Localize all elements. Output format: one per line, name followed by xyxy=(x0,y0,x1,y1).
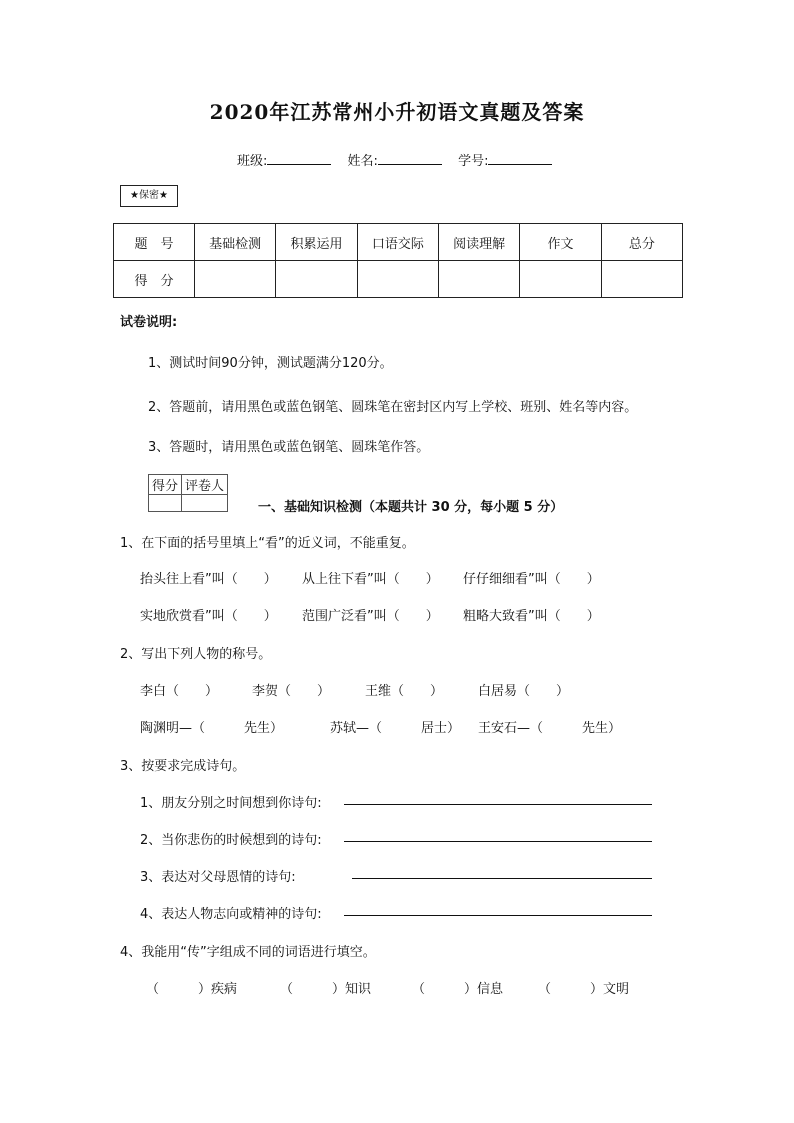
q1-item: 仔仔细细看”叫（ ） xyxy=(463,572,600,587)
instructions-heading: 试卷说明: xyxy=(120,315,178,330)
score-header-cell: 作文 xyxy=(520,224,601,261)
score-table-header-row xyxy=(114,224,683,261)
q4-item: （ ）疾病 xyxy=(146,982,238,997)
score-cell[interactable] xyxy=(357,261,438,298)
q3-item: 3、表达对父母恩情的诗句: xyxy=(140,870,296,885)
grader-score-label: 得分 xyxy=(149,475,182,495)
student-info xyxy=(237,150,564,169)
q1-item: 抬头往上看”叫（ ） xyxy=(140,572,277,587)
name-label: 姓名: xyxy=(347,154,378,169)
question-4: 4、我能用“传”字组成不同的词语进行填空。 xyxy=(120,945,376,960)
id-blank[interactable] xyxy=(488,152,552,165)
id-label: 学号: xyxy=(458,154,489,169)
q4-item: （ ）知识 xyxy=(280,982,372,997)
q3-answer-line[interactable] xyxy=(344,792,652,805)
score-header-cell: 总分 xyxy=(601,224,682,261)
q3-answer-line[interactable] xyxy=(344,903,652,916)
score-table xyxy=(113,223,683,298)
q4-item: （ ）信息 xyxy=(412,982,504,997)
score-row-label: 得 分 xyxy=(114,261,195,298)
score-header-cell: 积累运用 xyxy=(276,224,357,261)
score-cell[interactable] xyxy=(601,261,682,298)
q2-item: 陶渊明—（ 先生） xyxy=(140,721,284,736)
score-cell[interactable] xyxy=(276,261,357,298)
score-cell[interactable] xyxy=(520,261,601,298)
q3-item: 1、朋友分别之时间想到你诗句: xyxy=(140,796,322,811)
instruction-item: 2、答题前，请用黑色或蓝色钢笔、圆珠笔在密封区内写上学校、班别、姓名等内容。 xyxy=(148,400,638,415)
question-1: 1、在下面的括号里填上“看”的近义词，不能重复。 xyxy=(120,536,415,551)
q1-item: 粗略大致看”叫（ ） xyxy=(463,609,600,624)
score-table-score-row xyxy=(114,261,683,298)
class-label: 班级: xyxy=(237,154,268,169)
grader-score-cell[interactable] xyxy=(149,495,182,512)
grader-name-cell[interactable] xyxy=(182,495,228,512)
section-title: 一、基础知识检测（本题共计 30 分，每小题 5 分） xyxy=(258,500,564,515)
q2-item: 白居易（ ） xyxy=(478,684,570,699)
q3-answer-line[interactable] xyxy=(344,829,652,842)
q1-item: 实地欣赏看”叫（ ） xyxy=(140,609,277,624)
class-blank[interactable] xyxy=(267,152,331,165)
q2-item: 李白（ ） xyxy=(140,684,219,699)
grader-table xyxy=(148,474,228,512)
score-header-cell: 阅读理解 xyxy=(438,224,519,261)
q3-item: 4、表达人物志向或精神的诗句: xyxy=(140,907,322,922)
q2-item: 李贺（ ） xyxy=(252,684,331,699)
q2-item: 王维（ ） xyxy=(365,684,444,699)
q1-item: 范围广泛看”叫（ ） xyxy=(302,609,439,624)
name-blank[interactable] xyxy=(378,152,442,165)
q4-item: （ ）文明 xyxy=(538,982,630,997)
secret-badge: ★保密★ xyxy=(120,185,178,207)
score-cell[interactable] xyxy=(195,261,276,298)
page-title: 2020年江苏常州小升初语文真题及答案 xyxy=(209,100,585,124)
q2-item: 苏轼—（ 居士） xyxy=(330,721,461,736)
question-3: 3、按要求完成诗句。 xyxy=(120,759,246,774)
instruction-item: 3、答题时，请用黑色或蓝色钢笔、圆珠笔作答。 xyxy=(148,440,430,455)
q1-item: 从上往下看”叫（ ） xyxy=(302,572,439,587)
score-header-cell: 基础检测 xyxy=(195,224,276,261)
score-cell[interactable] xyxy=(438,261,519,298)
score-header-cell: 题 号 xyxy=(114,224,195,261)
q3-item: 2、当你悲伤的时候想到的诗句: xyxy=(140,833,322,848)
grader-label: 评卷人 xyxy=(182,475,228,495)
q2-item: 王安石—（ 先生） xyxy=(478,721,622,736)
question-2: 2、写出下列人物的称号。 xyxy=(120,647,272,662)
q3-answer-line[interactable] xyxy=(352,866,652,879)
instruction-item: 1、测试时间90分钟，测试题满分120分。 xyxy=(148,356,393,371)
score-header-cell: 口语交际 xyxy=(357,224,438,261)
